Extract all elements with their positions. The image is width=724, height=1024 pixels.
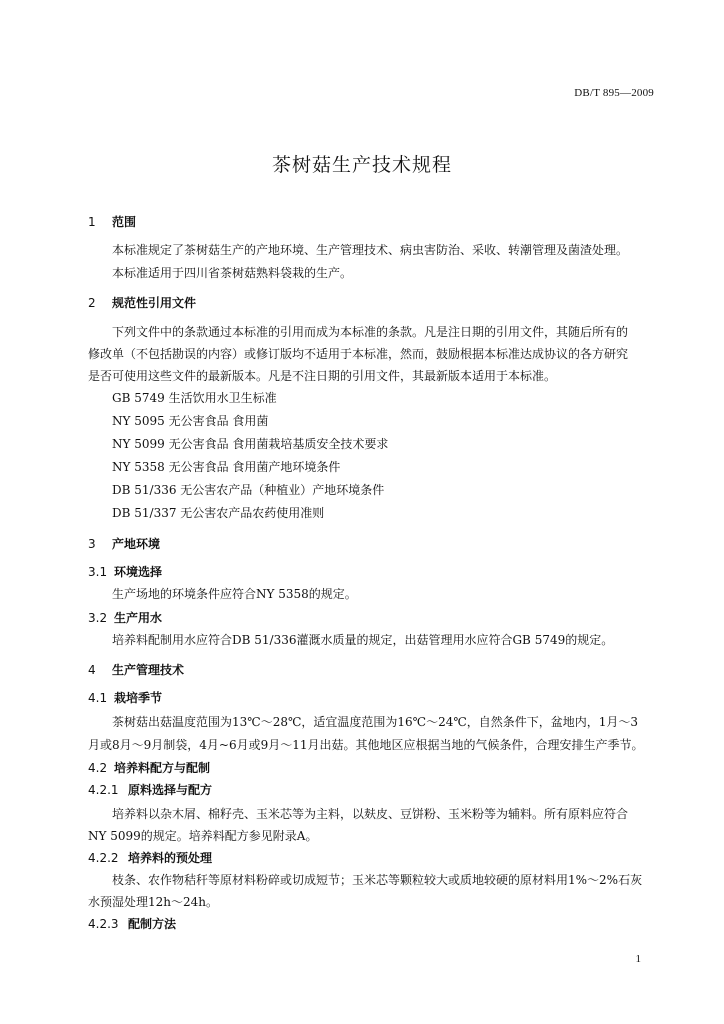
section-number: 4.2.2 <box>88 851 119 865</box>
reference-item: GB 5749 生活饮用水卫生标准 <box>112 391 277 405</box>
reference-item: DB 51/337 无公害农产品农药使用准则 <box>112 506 325 520</box>
section-title: 范围 <box>112 215 137 229</box>
section-number: 4.2.3 <box>88 917 119 931</box>
section-number: 4.2 <box>88 761 108 775</box>
reference-item: NY 5099 无公害食品 食用菌栽培基质安全技术要求 <box>112 437 389 451</box>
standard-code: DB/T 895—2009 <box>574 87 654 99</box>
document-title: 茶树菇生产技术规程 <box>271 154 452 176</box>
paragraph-line: 本标准适用于四川省茶树菇熟料袋栽的生产。 <box>112 266 353 280</box>
section-title: 规范性引用文件 <box>112 296 197 310</box>
section-2-heading <box>88 295 196 311</box>
subsection-4-2-2-heading <box>88 850 212 866</box>
section-number: 4.1 <box>88 691 108 705</box>
paragraph-line: 本标准规定了茶树菇生产的产地环境、生产管理技术、病虫害防治、采收、转潮管理及菌渣处理。 <box>112 243 629 257</box>
subsection-4-1-heading <box>88 690 162 706</box>
section-3-heading <box>88 536 160 552</box>
section-title: 培养料的预处理 <box>128 851 213 865</box>
reference-item: DB 51/336 无公害农产品（种植业）产地环境条件 <box>112 483 385 497</box>
paragraph-line: 茶树菇出菇温度范围为13℃～28℃，适宜温度范围为16℃～24℃，自然条件下，盆地内，1月～3 <box>112 715 639 729</box>
subsection-3-2-heading <box>88 610 162 626</box>
section-title: 环境选择 <box>114 565 163 579</box>
paragraph-line: 生产场地的环境条件应符合NY 5358的规定。 <box>112 587 357 601</box>
reference-item: NY 5095 无公害食品 食用菌 <box>112 414 269 428</box>
subsection-3-1-heading <box>88 564 162 580</box>
subsection-4-2-3-heading <box>88 916 176 932</box>
paragraph-line: 月或8月～9月制袋，4月~6月或9月～11月出菇。其他地区应根据当地的气候条件，合理安排生产季节。 <box>88 738 644 752</box>
subsection-4-2-heading <box>88 760 210 776</box>
section-title: 原料选择与配方 <box>128 783 213 797</box>
section-number: 4.2.1 <box>88 783 119 797</box>
section-1-heading <box>88 214 136 230</box>
section-number: 2 <box>88 296 96 310</box>
paragraph-line: 培养料以杂木屑、棉籽壳、玉米芯等为主料，以麸皮、豆饼粉、玉米粉等为辅料。所有原料应符合 <box>112 807 629 821</box>
section-title: 培养料配方与配制 <box>114 761 211 775</box>
paragraph-line: 修改单（不包括勘误的内容）或修订版均不适用于本标准，然而，鼓励根据本标准达成协议的各方研究 <box>88 347 629 361</box>
paragraph-line: 是否可使用这些文件的最新版本。凡是不注日期的引用文件，其最新版本适用于本标准。 <box>88 369 557 383</box>
section-number: 3.2 <box>88 611 108 625</box>
section-title: 栽培季节 <box>114 691 163 705</box>
section-number: 1 <box>88 215 96 229</box>
section-number: 4 <box>88 663 96 677</box>
section-title: 生产管理技术 <box>112 663 185 677</box>
section-title: 生产用水 <box>114 611 163 625</box>
section-title: 产地环境 <box>112 537 161 551</box>
paragraph-line: 枝条、农作物秸秆等原材料粉碎或切成短节；玉米芯等颗粒较大或质地较硬的原材料用1%～2%石灰 <box>112 873 643 887</box>
section-number: 3 <box>88 537 96 551</box>
paragraph-line: 培养料配制用水应符合DB 51/336灌溉水质量的规定，出菇管理用水应符合GB 5749的规定。 <box>112 633 614 647</box>
section-4-heading <box>88 662 184 678</box>
paragraph-line: 水预湿处理12h～24h。 <box>88 895 218 909</box>
section-title: 配制方法 <box>128 917 177 931</box>
section-number: 3.1 <box>88 565 108 579</box>
page-number: 1 <box>635 953 641 965</box>
paragraph-line: NY 5099的规定。培养料配方参见附录A。 <box>88 829 318 843</box>
subsection-4-2-1-heading <box>88 782 212 798</box>
reference-item: NY 5358 无公害食品 食用菌产地环境条件 <box>112 460 341 474</box>
paragraph-line: 下列文件中的条款通过本标准的引用而成为本标准的条款。凡是注日期的引用文件，其随后所有的 <box>112 325 629 339</box>
